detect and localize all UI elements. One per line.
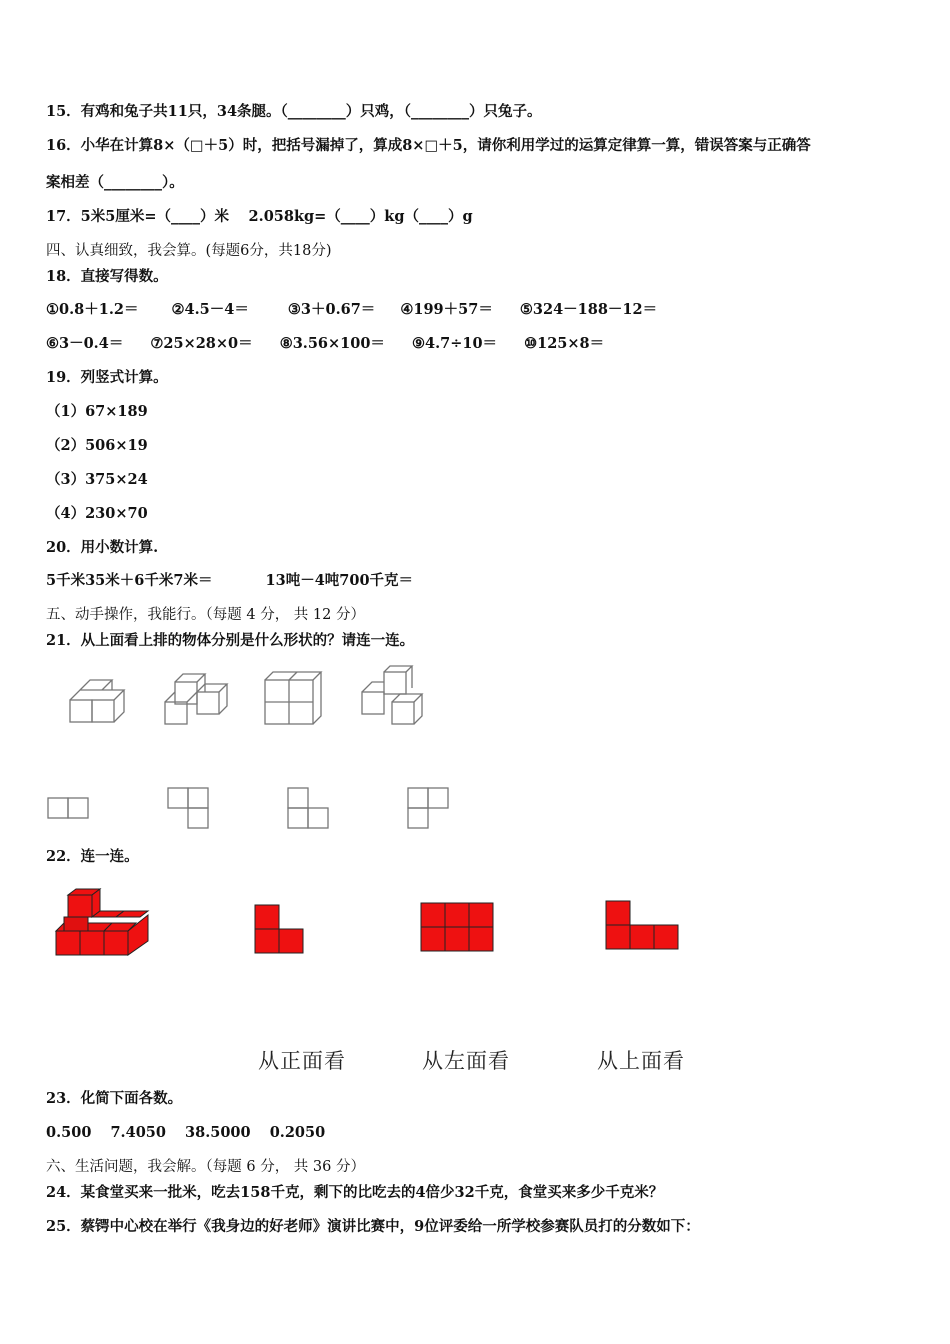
q19-item: （2）506×19 xyxy=(46,437,148,454)
caption-left-view: 从左面看 xyxy=(422,1049,510,1073)
q24-text: 24．某食堂买来一批米，吃去158千克，剩下的比吃去的4倍少32千克，食堂买来多少千克米？ xyxy=(46,1184,664,1201)
caption-front-view: 从正面看 xyxy=(258,1049,346,1073)
red-view-rect xyxy=(421,903,493,951)
red-view-l xyxy=(255,905,303,953)
q18-item: ①0.8＋1.2＝ xyxy=(46,301,139,318)
top-view-2 xyxy=(168,788,208,828)
q20-items xyxy=(46,571,427,591)
solid-figure-2 xyxy=(165,674,227,724)
section-5-heading: 五、动手操作，我能行。（每题 4 分， 共 12 分） xyxy=(46,607,365,623)
section-4-heading: 四、认真细致，我会算。(每题6分，共18分) xyxy=(46,243,332,259)
red-view-step xyxy=(606,901,678,949)
top-view-4 xyxy=(408,788,448,828)
top-view-3 xyxy=(288,788,328,828)
red-solid-figure xyxy=(56,889,148,955)
q18-item: ⑥3－0.4＝ xyxy=(46,335,124,352)
q19-item: （4）230×70 xyxy=(46,505,148,522)
q25-text: 25．蔡锷中心校在举行《我身边的好老师》演讲比赛中，9位评委给一所学校参赛队员打的分数如下： xyxy=(46,1218,700,1235)
solid-figure-3 xyxy=(265,672,321,724)
solid-figure-1 xyxy=(70,680,124,722)
q18-item: ⑦25×28×0＝ xyxy=(150,335,253,352)
q18-item: ⑤324－188－12＝ xyxy=(519,301,658,318)
section-6-heading: 六、生活问题，我会解。（每题 6 分， 共 36 分） xyxy=(46,1159,365,1175)
q16-text-line1: 16．小华在计算8×（□＋5）时，把括号漏掉了，算成8×□＋5，请你利用学过的运算定律算一算，错误答案与正确答 xyxy=(46,137,811,154)
q23-item: 0.2050 xyxy=(269,1124,326,1141)
q21-text: 21．从上面看上排的物体分别是什么形状的？请连一连。 xyxy=(46,632,415,649)
q23-item: 7.4050 xyxy=(110,1124,166,1141)
q21-views-row xyxy=(44,784,464,834)
q23-item: 0.500 xyxy=(46,1124,92,1141)
q18-row-2 xyxy=(46,334,618,354)
q15-text: 15．有鸡和兔子共11只，34条腿。（________）只鸡，（________）只兔子。 xyxy=(46,103,542,120)
top-view-1 xyxy=(48,798,88,818)
q18-item: ③3＋0.67＝ xyxy=(287,301,376,318)
q18-item: ⑨4.7÷10＝ xyxy=(412,335,498,352)
q21-solids-row xyxy=(60,662,440,732)
q20-text: 20．用小数计算. xyxy=(46,539,159,556)
caption-top-view: 从上面看 xyxy=(597,1049,685,1073)
q20-item: 5千米35米＋6千米7米＝ xyxy=(46,572,213,589)
q18-item: ⑩125×8＝ xyxy=(524,335,605,352)
q19-text: 19．列竖式计算。 xyxy=(46,369,168,386)
q23-text: 23．化简下面各数。 xyxy=(46,1090,183,1107)
q19-item: （1）67×189 xyxy=(46,403,148,420)
q18-text: 18．直接写得数。 xyxy=(46,268,168,285)
q18-item: ④199＋57＝ xyxy=(400,301,493,318)
q22-text: 22．连一连。 xyxy=(46,848,139,865)
q18-item: ②4.5－4＝ xyxy=(171,301,249,318)
solid-figure-4 xyxy=(362,666,422,724)
q19-item: （3）375×24 xyxy=(46,471,148,488)
q20-item: 13吨－4吨700千克＝ xyxy=(265,572,414,589)
q18-item: ⑧3.56×100＝ xyxy=(279,335,385,352)
q16-text-line2: 案相差（________）。 xyxy=(46,174,184,191)
q23-item: 38.5000 xyxy=(185,1124,251,1141)
q22-figures-row xyxy=(50,885,700,965)
q17-text: 17．5米5厘米=（____）米 2.058kg=（____）kg（____）g xyxy=(46,208,473,225)
q23-items xyxy=(46,1123,339,1143)
q18-row-1 xyxy=(46,300,671,320)
